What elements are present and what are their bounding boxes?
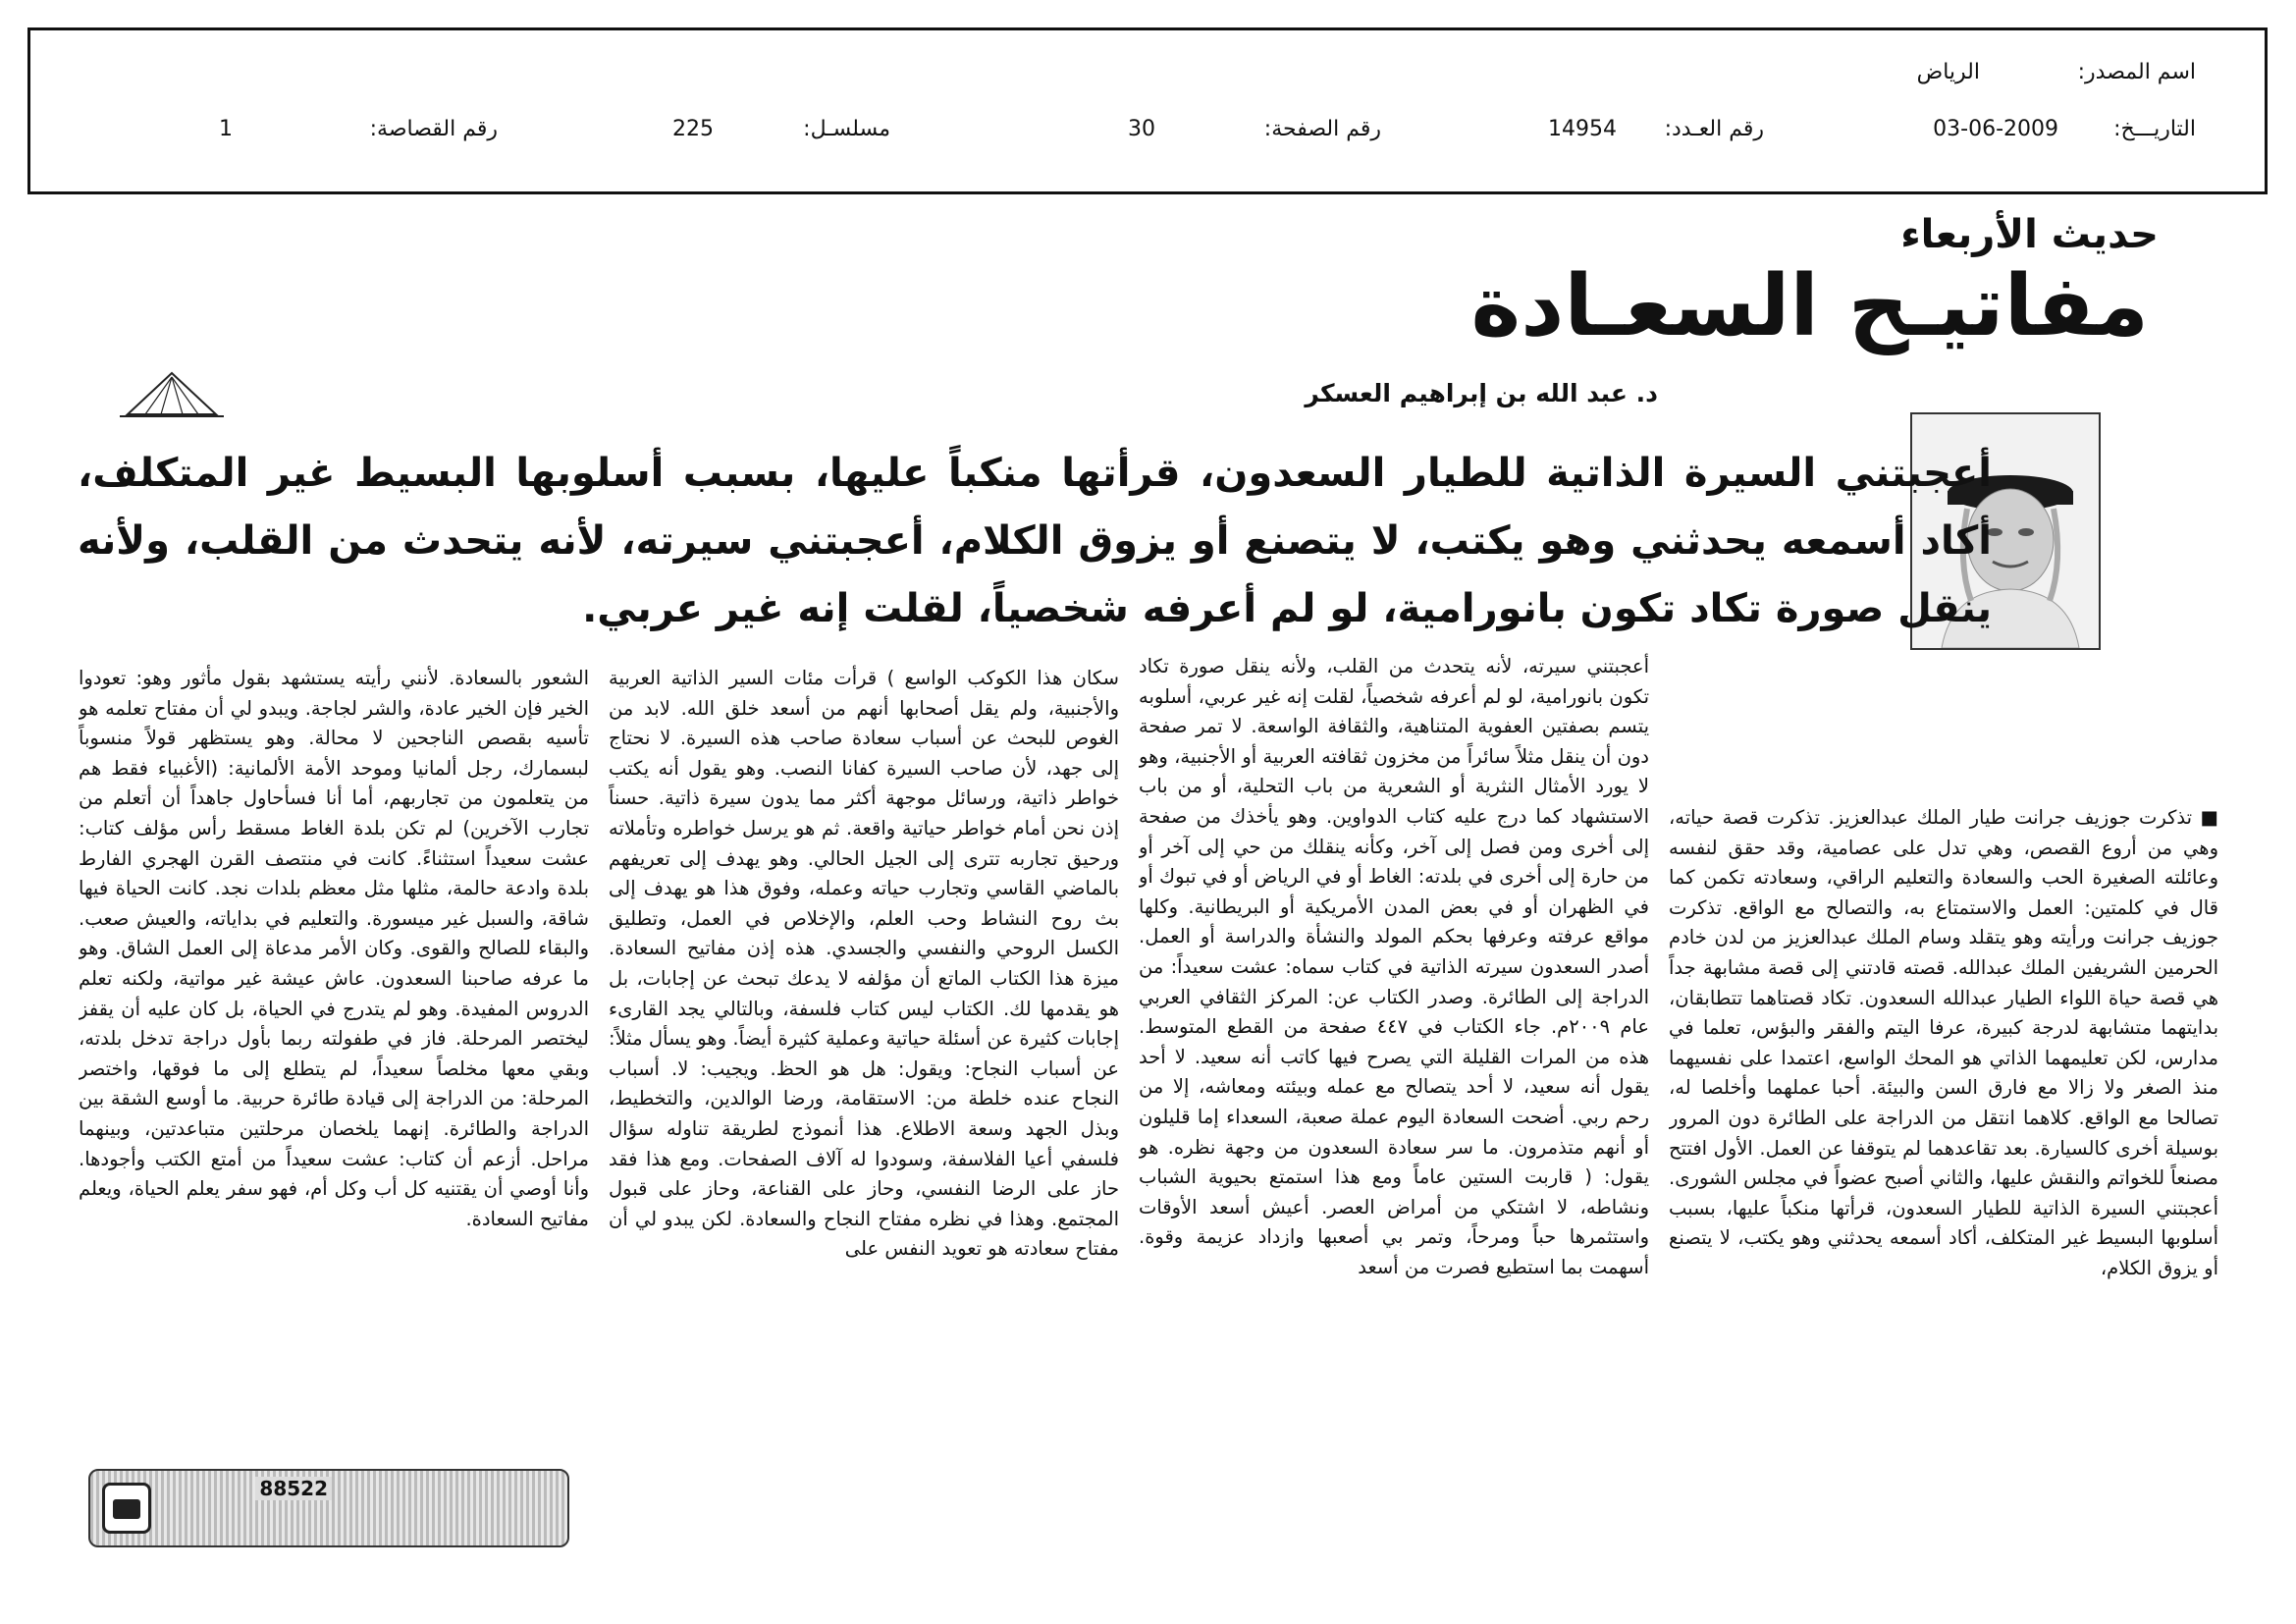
page-label: رقم الصفحة: (1263, 117, 1381, 141)
sms-code-box (88, 1469, 569, 1547)
lead-paragraph: أعجبتني السيرة الذاتية للطيار السعدون، قرأتها منكباً عليها، بسبب أسلوبها البسيط غير المتكلف، أكاد أسمعه يحدثني وهو يكتب، لا يتصنع أو يزوق الكلام، أعجبتني سيرته، لأنه يتحدث من القلب، ولأنه ينقل صورة تكاد تكون بانورامية، لو لم أعرفه شخصياً، لقلت إنه غير عربي. (78, 451, 1992, 631)
serial-label: مسلسـل: (803, 117, 890, 141)
source-label: اسم المصدر: (2077, 60, 2196, 84)
clip-label: رقم القصاصة: (369, 117, 498, 141)
source-value: الرياض (1916, 60, 1980, 84)
serial-value: 225 (672, 117, 714, 141)
article-column-1: ■ تذكرت جوزيف جرانت طيار الملك عبدالعزيز. تذكرت قصة حياته، وهي من أروع القصص، وهي تدل على عصامية، وقد حقق لنفسه وعائلته الصغيرة الحب والسعادة والتعليم الراقي، وسعادته تكمن كما قال في كلمتين: العمل والاستمتاع به، والتصالح مع الواقع. تذكرت جوزيف جرانت ورأيته وهو يتقلد وسام الملك عبدالعزيز من لدن خادم الحرمين الشريفين الملك عبدالله. قصته قادتني إلى قصة مشابهة جداً هي قصة حياة اللواء الطيار عبدالله السعدون. تكاد قصتاهما تتطابقان، بدايتهما متشابهة لدرجة كبيرة، عرفا اليتم والفقر والبؤس، تعلما في مدارس، لكن تعليمهما الذاتي هو المحك الواسع، اعتمدا على نفسيهما منذ الصغر ولا زالا مع فارق السن والبيئة. أحبا عملهما وأخلصا له، تصالحا مع الواقع. كلاهما انتقل من الدراجة على الطائرة دون المرور بوسيلة أخرى كالسيارة. بعد تقاعدهما لم يتوقفا عن العمل. الأول افتتح مصنعاً للخواتم والنقش عليها، والثاني أصبح عضواً في مجلس الشورى. أعجبتني السيرة الذاتية للطيار السعدون، قرأتها منكباً عليها، بسبب أسلوبها البسيط غير المتكلف، أكاد أسمعه يحدثني وهو يكتب، لا يتصنع أو يزوق الكلام، (1669, 806, 2218, 1279)
article-kicker: حديث الأربعاء (1900, 212, 2159, 257)
date-value: 03-06-2009 (1933, 117, 2058, 141)
metadata-box (27, 27, 2268, 194)
article-column-4: الشعور بالسعادة. لأنني رأيته يستشهد بقول مأثور وهو: تعودوا الخير فإن الخير عادة، والشر لجاجة. ويبدو لي أن مفتاح تعلمه هو تأسيه بقصص الناجحين لا محالة. وهو يستظهر قولاً منسوباً لبسمارك، رجل ألمانيا وموحد الأمة الألمانية: (الأغبياء فقط هم من يتعلمون من تجاربهم، أما أنا فسأحاول جاهداً أن أتعلم من تجارب الآخرين) لم تكن بلدة الغاط مسقط رأس مؤلف كتاب: عشت سعيداً استثناءً. كانت في منتصف القرن الهجري الفارط بلدة وادعة حالمة، مثلها مثل معظم بلدات نجد. كانت الحياة فيها شاقة، والسبل غير ميسورة. والتعليم في بداياته، والعيش صعب. والبقاء للصالح والقوى. وكان الأمر مدعاة إلى العمل الشاق. وهو ما عرفه صاحبنا السعدون. عاش عيشة غير مواتية، ولكنه تعلم الدروس المفيدة. وهو لم يتدرج في الحياة، بل كان عليه أن يقفز ليختصر المرحلة. فاز في طفولته ربما بأول دراجة تدخل بلدته، وبقي معها مخلصاً سعيداً، لم يتطلع إلى ما فوقها، واختصر المرحلة: من الدراجة إلى قيادة طائرة حربية. ما أوسع الشقة بين الدراجة والطائرة. إنهما يلخصان مرحلتين متباعدتين، وبينهما مراحل. أزعم أن كتاب: عشت سعيداً من أمتع الكتب وأجودها. وأنا أوصي أن يقتنيه كل أب وكل أم، فهو سفر يعلم الحياة، ويعلم مفاتيح السعادة. (79, 667, 589, 1230)
page-value: 30 (1128, 117, 1155, 141)
article-title: مفاتيـح السعـادة (1470, 257, 2149, 355)
ornament-icon (118, 371, 226, 422)
author-byline: د. عبد الله بن إبراهيم العسكر (1305, 379, 1658, 407)
issue-label: رقم العـدد: (1664, 117, 1764, 141)
issue-value: 14954 (1548, 117, 1617, 141)
article-column-3: سكان هذا الكوكب الواسع ) قرأت مئات السير الذاتية العربية والأجنبية، ولم يقل أصحابها أنهم من أسعد خلق الله. لابد من الغوص للبحث عن أسباب سعادة صاحب هذه السيرة. لا نحتاج إلى جهد، لأن صاحب السيرة كفانا النصب. وهو يقول أنه يكتب خواطر ذاتية، ورسائل موجهة أكثر مما يدون سيرة ذاتية. حسناً إذن نحن أمام خواطر حياتية واقعة. ثم هو يرسل خواطره وتأملاته ورحيق تجاربه تترى إلى الجيل الحالي. وهو يهدف إلى تعريفهم بالماضي القاسي وتجارب حياته وعمله، وفوق هذا هو يهدف إلى بث روح النشاط وحب العلم، والإخلاص في العمل، وتطليق الكسل الروحي والنفسي والجسدي. هذه إذن مفاتيح السعادة. ميزة هذا الكتاب الماتع أن مؤلفه لا يدعك تبحث عن إجابات، بل هو يقدمها لك. الكتاب ليس كتاب فلسفة، وبالتالي يجد القارىء إجابات كثيرة عن أسئلة حياتية وعملية كثيرة أيضاً. وهو يسأل مثلاً: عن أسباب النجاح: ويقول: هل هو الحظ. ويجيب: لا. أسباب النجاح عنده خلطة من: الاستقامة، ورضا الوالدين، والتخطيط، وبذل الجهد وسعة الاطلاع. هذا أنموذج لطريقة تناوله سؤال فلسفي أعيا الفلاسفة، وسودوا له آلاف الصفحات. ومع هذا فقد حاز على الرضا النفسي، وحاز على القناعة، وحاز على قبول المجتمع. وهذا في نظره مفتاح النجاح والسعادة. لكن يبدو لي أن مفتاح سعادته هو تعويد النفس على (609, 667, 1119, 1261)
phone-icon (102, 1483, 151, 1534)
date-label: التاريـــخ: (2113, 117, 2196, 141)
clip-value: 1 (219, 117, 233, 141)
article-column-2: أعجبتني سيرته، لأنه يتحدث من القلب، ولأنه ينقل صورة تكاد تكون بانورامية، لو لم أعرفه شخصياً، لقلت إنه غير عربي، أسلوبه يتسم بصفتين العفوية المتناهية، والثقافة الواسعة. لا تمر صفحة دون أن ينقل مثلاً سائراً من مخزون ثقافته العربية أو الأجنبية، وهو لا يورد الأمثال النثرية أو الشعرية من باب التحلية، أو من باب الاستشهاد كما درج عليه كتاب الدواوين. وهو يأخذك من صفحة إلى أخرى ومن فصل إلى آخر، وكأنه ينقلك من حي إلى آخر أو من حارة إلى أخرى في بلدته: الغاط أو في الرياض أو في تبوك أو في الظهران أو في بعض المدن الأمريكية أو البريطانية. وكلها مواقع عرفته وعرفها بحكم المولد والنشأة والدراسة أو العمل. أصدر السعدون سيرته الذاتية في كتاب سماه: عشت سعيداً: من الدراجة إلى الطائرة. وصدر الكتاب عن: المركز الثقافي العربي عام ٢٠٠٩م. جاء الكتاب في ٤٤٧ صفحة من القطع المتوسط. هذه من المرات القليلة التي يصرح فيها كاتب أنه سعيد. لا أحد يقول أنه سعيد، لا أحد يتصالح مع عمله وبيئته ومعاشه، إلا من رحم ربي. أضحت السعادة اليوم عملة صعبة، السعداء إما قليلون أو أنهم متذمرون. ما سر سعادة السعدون من وجهة نظره. هو يقول: ( قاربت الستين عاماً ومع هذا استمتع بحيوية الشباب ونشاطه، لا اشتكي من أمراض العصر. أعيش أسعد الأوقات واستثمرها حباً ومرحاً، وتمر بي أصعبها وازداد عزيمة وقوة. أسهمت بما استطيع فصرت من أسعد (1139, 655, 1649, 1278)
sms-code: 88522 (255, 1477, 332, 1500)
